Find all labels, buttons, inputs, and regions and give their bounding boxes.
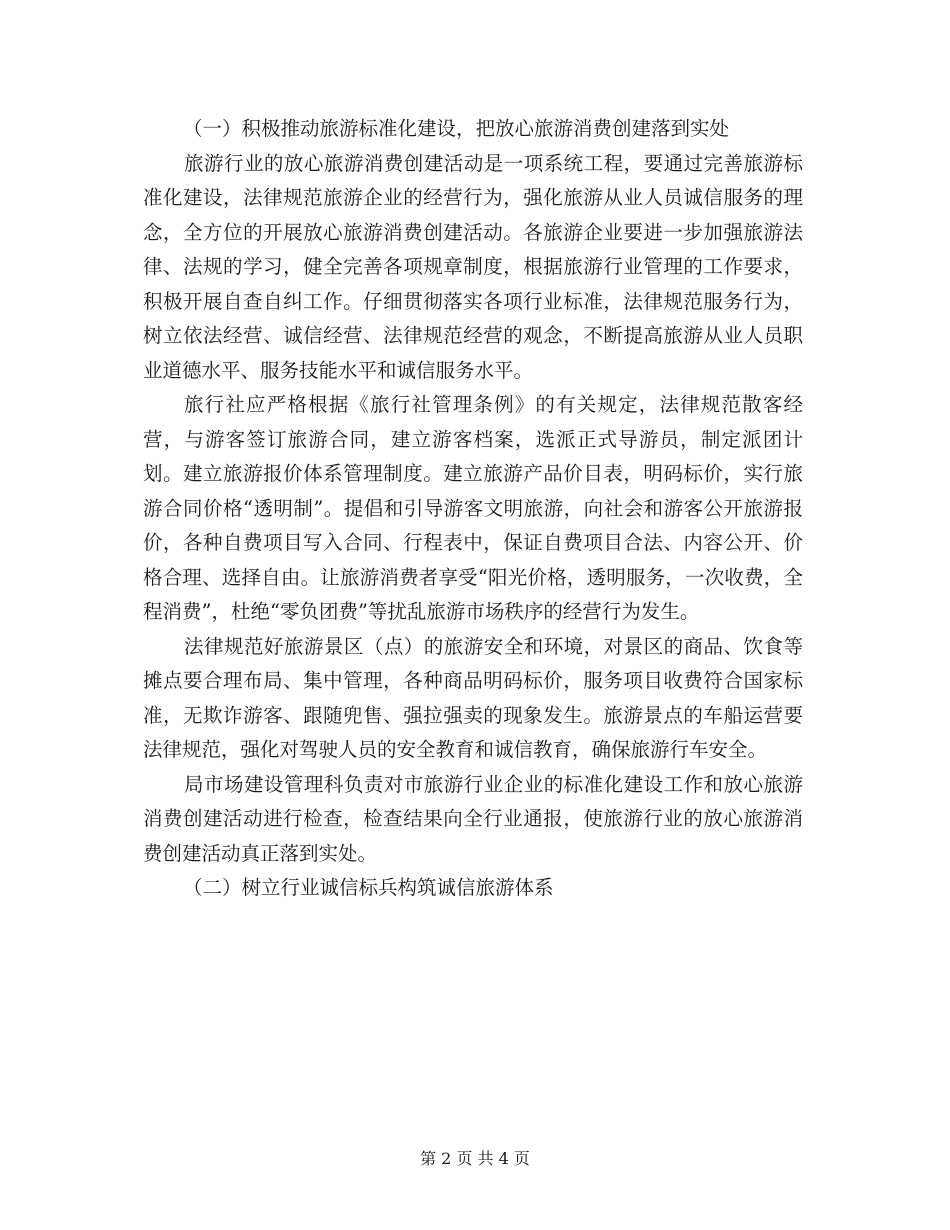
document-body xyxy=(143,112,803,906)
page-number-footer: 第 2 页 共 4 页 xyxy=(420,1149,530,1168)
paragraph-3: 法律规范好旅游景区（点）的旅游安全和环境，对景区的商品、饮食等摊点要合理布局、集中管理，各种商品明码标价，服务项目收费符合国家标准，无欺诈游客、跟随兜售、强拉强卖的现象发生。旅游景点的车船运营要法律规范，强化对驾驶人员的安全教育和诚信教育，确保旅游行车安全。 xyxy=(143,634,803,761)
paragraph-1: 旅游行业的放心旅游消费创建活动是一项系统工程，要通过完善旅游标准化建设，法律规范旅游企业的经营行为，强化旅游从业人员诚信服务的理念，全方位的开展放心旅游消费创建活动。各旅游企业要进一步加强旅游法律、法规的学习，健全完善各项规章制度，根据旅游行业管理的工作要求，积极开展自查自纠工作。仔细贯彻落实各项行业标准，法律规范服务行为，树立依法经营、诚信经营、法律规范经营的观念，不断提高旅游从业人员职业道德水平、服务技能水平和诚信服务水平。 xyxy=(143,151,803,382)
paragraph-4: 局市场建设管理科负责对市旅游行业企业的标准化建设工作和放心旅游消费创建活动进行检查，检查结果向全行业通报，使旅游行业的放心旅游消费创建活动真正落到实处。 xyxy=(143,772,803,865)
section-heading-1: （一）积极推动旅游标准化建设，把放心旅游消费创建落到实处 xyxy=(183,117,730,140)
section-heading-2: （二）树立行业诚信标兵构筑诚信旅游体系 xyxy=(183,876,554,899)
paragraph-2: 旅行社应严格根据《旅行社管理条例》的有关规定，法律规范散客经营，与游客签订旅游合同，建立游客档案，选派正式导游员，制定派团计划。建立旅游报价体系管理制度。建立旅游产品价目表，明码标价，实行旅游合同价格“透明制”。提倡和引导游客文明旅游，向社会和游客公开旅游报价，各种自费项目写入合同、行程表中，保证自费项目合法、内容公开、价格合理、选择自由。让旅游消费者享受“阳光价格，透明服务，一次收费，全程消费”，杜绝“零负团费”等扰乱旅游市场秩序的经营行为发生。 xyxy=(143,393,803,623)
